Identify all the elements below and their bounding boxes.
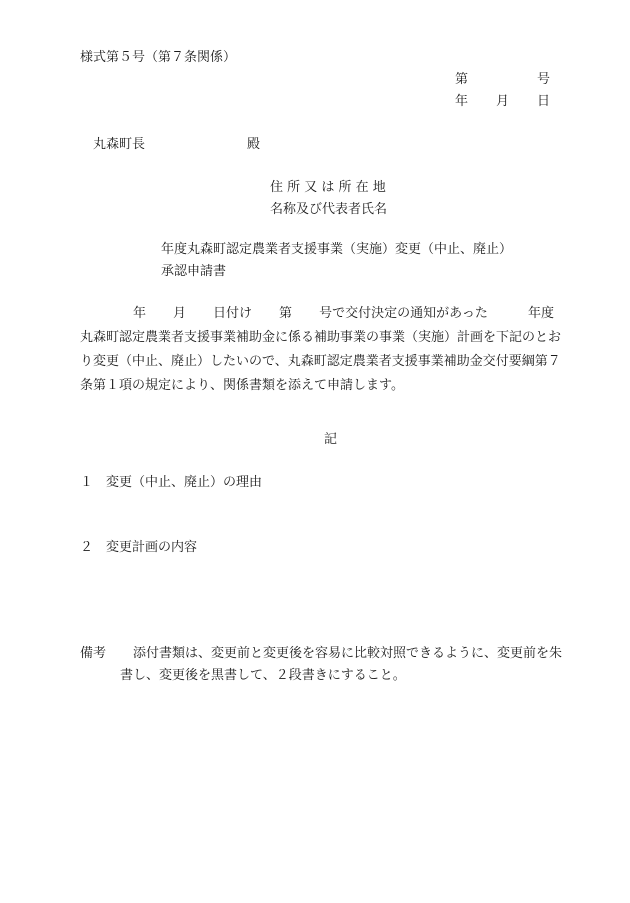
body-line3: り変更（中止、廃止）したいので、丸森町認定農業者支援事業補助金交付要綱第７ <box>80 354 561 369</box>
form-label: 様式第５号（第７条関係） <box>80 50 237 65</box>
applicant-address-label: 住 所 又 は 所 在 地 <box>270 180 386 195</box>
ref-number-dai: 第 <box>455 72 469 87</box>
body-month: 月 <box>173 306 187 321</box>
date-month: 月 <box>496 94 510 109</box>
date-day: 日 <box>537 94 551 109</box>
title-line1: 年度丸森町認定農業者支援事業（実施）変更（中止、廃止） <box>161 242 513 257</box>
body-line1 <box>80 302 578 326</box>
body-line4: 条第１項の規定により、関係書類を添えて申請します。 <box>80 378 404 393</box>
applicant-name-label: 名称及び代表者氏名 <box>270 202 388 217</box>
body-paragraph <box>80 302 578 398</box>
date-year: 年 <box>455 94 469 109</box>
item-number: １ <box>80 475 94 490</box>
body-fiscal-year: 年度 <box>527 306 554 321</box>
title-line2: 承認申請書 <box>161 264 227 279</box>
item-label: 変更（中止、廃止）の理由 <box>106 475 263 490</box>
body-notice: 号で交付決定の通知があった <box>319 306 488 321</box>
ref-number-go: 号 <box>537 72 551 87</box>
recipient-name: 丸森町長 <box>93 137 146 152</box>
body-day-dated: 日付け <box>213 306 253 321</box>
body-dai: 第 <box>279 306 293 321</box>
recipient-honorific: 殿 <box>247 137 261 152</box>
ki-heading: 記 <box>324 432 338 447</box>
item-label: 変更計画の内容 <box>106 540 198 555</box>
body-line2: 丸森町認定農業者支援事業補助金に係る補助事業の事業（実施）計画を下記のとお <box>80 330 562 345</box>
body-year: 年 <box>133 306 147 321</box>
remarks-line2: 書し、変更後を黒書して、２段書きにすること。 <box>120 668 406 683</box>
item-number: ２ <box>80 540 94 555</box>
remarks-line1: 添付書類は、変更前と変更後を容易に比較対照できるように、変更前を朱 <box>133 646 563 661</box>
remarks-label: 備考 <box>80 646 107 661</box>
